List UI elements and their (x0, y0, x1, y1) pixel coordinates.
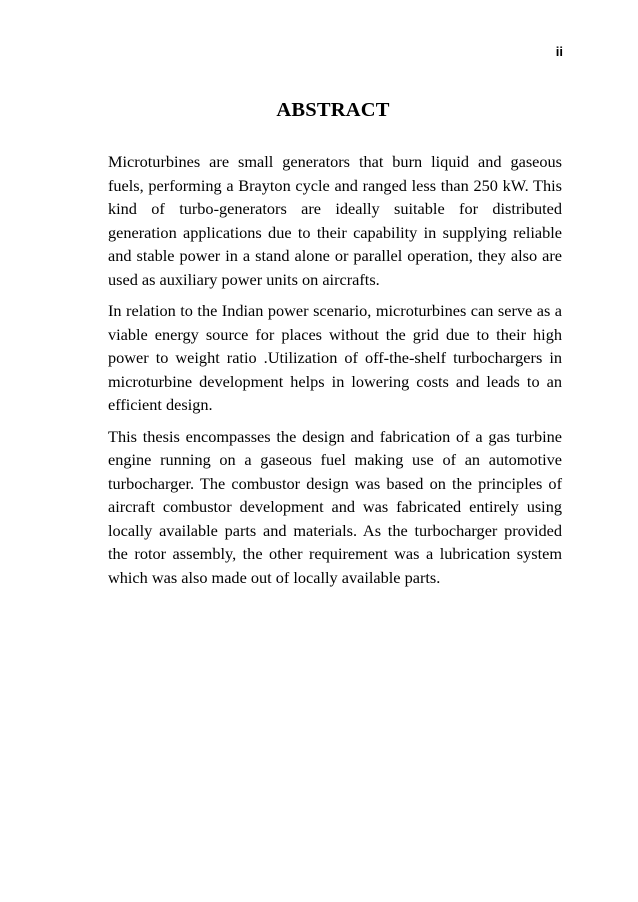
page-number: ii (555, 44, 563, 59)
abstract-paragraph-2: In relation to the Indian power scenario, microturbines can serve as a viable energy source for places without the grid due to their high power to weight ratio .Utilization of off-the-shelf turbochargers in microturbine development helps in lowering costs and leads to an efficient design. (108, 301, 562, 414)
page-title: ABSTRACT (276, 99, 390, 121)
abstract-body (108, 150, 562, 597)
abstract-paragraph-1: Microturbines are small generators that burn liquid and gaseous fuels, performing a Brayton cycle and ranged less than 250 kW. This kind of turbo-generators are ideally suitable for distributed generation applications due to their capability in supplying reliable and stable power in a stand alone or parallel operation, they also are used as auxiliary power units on aircrafts. (108, 152, 562, 289)
abstract-paragraph-3: This thesis encompasses the design and fabrication of a gas turbine engine running on a gaseous fuel making use of an automotive turbocharger. The combustor design was based on the principles of aircraft combustor development and was fabricated entirely using locally available parts and materials. As the turbocharger provided the rotor assembly, the other requirement was a lubrication system which was also made out of locally available parts. (108, 426, 562, 587)
